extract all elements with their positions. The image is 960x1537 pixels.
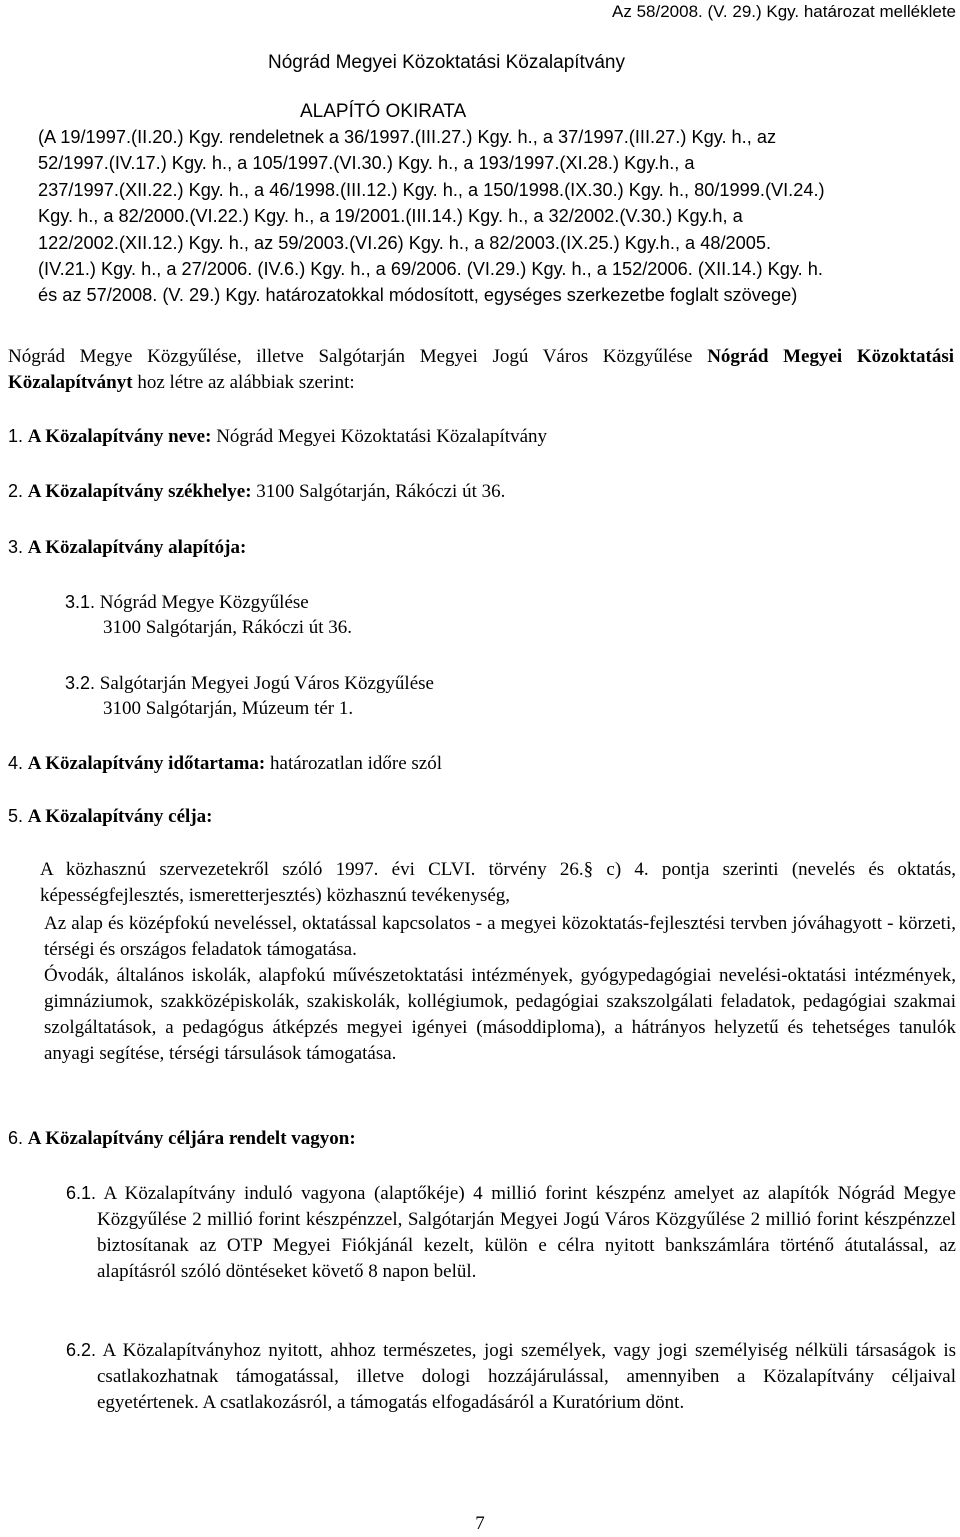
- amendment-line: 237/1997.(XII.22.) Kgy. h., a 46/1998.(III.12.) Kgy. h., a 150/1998.(IX.30.) Kgy. h., 80/1999.(VI.24.): [38, 179, 825, 200]
- section-number: 6.: [8, 1128, 24, 1148]
- amendment-line: 122/2002.(XII.12.) Kgy. h., az 59/2003.(VI.26) Kgy. h., a 82/2003.(IX.25.) Kgy.h., a 48/2005.: [38, 232, 772, 253]
- document-title: ALAPÍTÓ OKIRATA: [300, 101, 467, 122]
- amendment-line: Kgy. h., a 82/2000.(VI.22.) Kgy. h., a 19/2001.(III.14.) Kgy. h., a 32/2002.(V.30.) Kgy.h, a: [38, 206, 743, 227]
- founder-address: 3100 Salgótarján, Múzeum tér 1.: [103, 698, 354, 719]
- section-value: határozatlan időre szól: [265, 753, 442, 774]
- section-label: A Közalapítvány céljára rendelt vagyon:: [27, 1128, 356, 1149]
- amendment-line: 52/1997.(IV.17.) Kgy. h., a 105/1997.(VI.30.) Kgy. h., a 193/1997.(XI.28.) Kgy.h., a: [38, 153, 695, 174]
- document-reference: Az 58/2008. (V. 29.) Kgy. határozat melléklete: [612, 2, 956, 21]
- subsection-number: 3.2.: [65, 673, 96, 693]
- amendment-line: és az 57/2008. (V. 29.) Kgy. határozatokkal módosított, egységes szerkezetbe foglalt szövege): [38, 285, 798, 306]
- organization-name: Nógrád Megyei Közoktatási Közalapítvány: [268, 52, 625, 73]
- section-label: A Közalapítvány székhelye:: [27, 481, 252, 502]
- section-3: [8, 534, 246, 561]
- section-value: 3100 Salgótarján, Rákóczi út 36.: [251, 481, 506, 502]
- section-6: [8, 1125, 356, 1152]
- amendment-line: (A 19/1997.(II.20.) Kgy. rendeletnek a 36/1997.(III.27.) Kgy. h., a 37/1997.(III.27.) Kgy. h., az: [38, 127, 777, 147]
- section-label: A Közalapítvány célja:: [27, 806, 213, 827]
- intro-text: Nógrád Megye Közgyűlése, illetve Salgótarján Megyei Jogú Város Közgyűlése: [8, 346, 708, 367]
- subsection-number: 3.1.: [65, 592, 96, 612]
- section-label: A Közalapítvány neve:: [27, 426, 212, 447]
- subsection-number: 6.1.: [66, 1183, 97, 1203]
- intro-paragraph: [8, 344, 954, 396]
- section-label: A Közalapítvány időtartama:: [27, 753, 266, 774]
- section-number: 3.: [8, 537, 24, 557]
- section-label: A Közalapítvány alapítója:: [27, 537, 247, 558]
- founder-address: 3100 Salgótarján, Rákóczi út 36.: [103, 617, 353, 638]
- section-1: [8, 423, 547, 450]
- purpose-paragraph-3: Óvodák, általános iskolák, alapfokú művészetoktatási intézmények, gyógypedagógiai nevelési-oktatási intézmények, gimnáziumok, szakközépiskolák, szakiskolák, kollégiumok, pedagógiai szakszolgálati feladatok, pedagógiai szakmai szolgáltatások, a pedagógus átképzés megyei igényei (másoddiploma), a hátrányos helyzetű és tehetséges tanulók anyagi segítése, térségi társulások támogatása.: [44, 965, 956, 1064]
- assets-paragraph-6-2: [66, 1337, 956, 1416]
- subsection-text: A Közalapítvány induló vagyona (alaptőkéje) 4 millió forint készpénz amelyet az alapítók Nógrád Megye Közgyűlése 2 millió forint készpénzzel, Salgótarján Megyei Jogú Város Közgyűlése 2 millió forint készpénzzel biztosítanak az OTP Megyei Fiókjánál kezelt, külön e célra nyitott bankszámlára történő átutalással, az alapításról szóló döntéseket követő 8 napon belül.: [96, 1183, 956, 1282]
- subsection-number: 6.2.: [66, 1340, 97, 1360]
- section-4: [8, 750, 442, 777]
- section-number: 4.: [8, 753, 24, 773]
- section-5: [8, 803, 212, 830]
- page-number: 7: [475, 1513, 485, 1534]
- section-value: Nógrád Megyei Közoktatási Közalapítvány: [211, 426, 547, 447]
- foundation-name-bold: Nógrád Megyei Közoktatási Közalapítványt: [8, 346, 954, 393]
- purpose-paragraph-1: A közhasznú szervezetekről szóló 1997. évi CLVI. törvény 26.§ c) 4. pontja szerinti (nevelés és oktatás, képességfejlesztés, ismeretterjesztés) közhasznú tevékenység,: [40, 859, 956, 906]
- section-number: 5.: [8, 806, 24, 826]
- intro-text-end: hoz létre az alábbiak szerint:: [132, 372, 355, 393]
- assets-paragraph-6-1: [66, 1180, 956, 1285]
- founder-name: Nógrád Megye Közgyűlése: [95, 592, 309, 613]
- founder-name: Salgótarján Megyei Jogú Város Közgyűlése: [95, 673, 434, 694]
- amendment-note: [38, 124, 943, 309]
- amendment-line: (IV.21.) Kgy. h., a 27/2006. (IV.6.) Kgy. h., a 69/2006. (VI.29.) Kgy. h., a 152/2006. (XII.14.) Kgy. h.: [38, 259, 823, 280]
- section-2: [8, 478, 505, 505]
- section-3-1: [65, 589, 309, 616]
- section-number: 2.: [8, 481, 24, 501]
- purpose-paragraph-2: Az alap és középfokú neveléssel, oktatással kapcsolatos - a megyei közoktatás-fejlesztési tervben jóváhagyott - körzeti, térségi és országos feladatok támogatása.: [44, 913, 956, 960]
- subsection-text: A Közalapítványhoz nyitott, ahhoz természetes, jogi személyek, vagy jogi személyiség nélküli társaságok is csatlakozhatnak támogatással, illetve dologi hozzájárulással, amennyiben a Közalapítvány céljaival egyetértenek. A csatlakozásról, a támogatás elfogadásáról a Kuratórium dönt.: [96, 1340, 956, 1413]
- section-3-2: [65, 670, 434, 697]
- section-number: 1.: [8, 426, 24, 446]
